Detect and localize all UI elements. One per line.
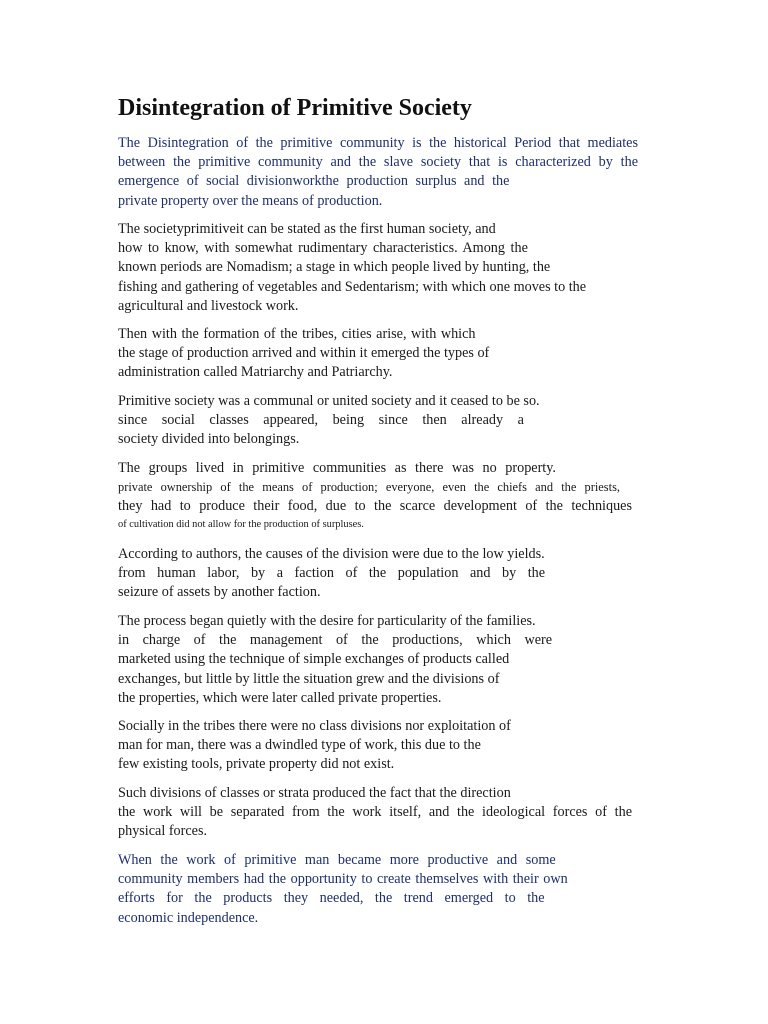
paragraph-8 [118, 717, 511, 775]
paragraph-line: from human labor, by a faction of the population and by the [118, 565, 546, 582]
paragraph-3 [118, 325, 489, 383]
paragraph-line: the stage of production arrived and within it emerged the types of [118, 345, 490, 362]
paragraph-line: exchanges, but little by little the situation grew and the divisions of [118, 670, 500, 687]
paragraph-line: marketed using the technique of simple exchanges of products called [118, 651, 510, 668]
paragraph-line: emergence of social divisionworkthe production surplus and the [118, 173, 510, 190]
paragraph-line: efforts for the products they needed, the trend emerged to the [118, 890, 545, 907]
paragraph-line: the work will be separated from the work itself, and the ideological forces of the [118, 804, 632, 821]
paragraph-line: private ownership of the means of production; everyone, even the chiefs and the priests, [118, 480, 620, 495]
paragraph-line: Primitive society was a communal or united society and it ceased to be so. [118, 393, 540, 409]
paragraph-line: man for man, there was a dwindled type of work, this due to the [118, 737, 481, 754]
paragraph-line: community members had the opportunity to create themselves with their own [118, 871, 568, 888]
paragraph-line: administration called Matriarchy and Patriarchy. [118, 364, 393, 381]
paragraph-4 [118, 392, 540, 450]
paragraph-line: society divided into belongings. [118, 431, 300, 448]
paragraph-line: of cultivation did not allow for the production of surpluses. [118, 518, 364, 530]
paragraph-line: The groups lived in primitive communities as there was no property. [118, 460, 556, 476]
paragraph-line: since social classes appeared, being since then already a [118, 412, 524, 429]
paragraph-2 [118, 220, 586, 316]
paragraph-line: they had to produce their food, due to the scarce development of the techniques [118, 498, 632, 515]
paragraph-line: When the work of primitive man became more productive and some [118, 852, 556, 868]
paragraph-line: Socially in the tribes there were no class divisions nor exploitation of [118, 718, 511, 734]
paragraph-line: The Disintegration of the primitive community is the historical Period that mediates [118, 135, 638, 151]
paragraph-6 [118, 545, 545, 603]
paragraph-line: Then with the formation of the tribes, cities arise, with which [118, 326, 476, 342]
paragraph-line: The process began quietly with the desire for particularity of the families. [118, 613, 536, 629]
paragraph-line: agricultural and livestock work. [118, 297, 299, 314]
paragraph-1 [118, 134, 638, 211]
paragraph-7 [118, 612, 552, 708]
paragraph-5 [118, 459, 632, 533]
paragraph-line: the properties, which were later called private properties. [118, 689, 442, 706]
paragraph-line: Such divisions of classes or strata produced the fact that the direction [118, 785, 511, 801]
paragraph-line: economic independence. [118, 909, 259, 926]
paragraph-line: seizure of assets by another faction. [118, 584, 321, 601]
paragraph-line: few existing tools, private property did not exist. [118, 756, 395, 773]
paragraph-line: known periods are Nomadism; a stage in which people lived by hunting, the [118, 259, 551, 276]
paragraph-10 [118, 851, 568, 928]
paragraph-line: According to authors, the causes of the division were due to the low yields. [118, 546, 545, 562]
paragraph-line: private property over the means of production. [118, 192, 383, 209]
paragraph-line: physical forces. [118, 823, 208, 840]
paragraph-line: fishing and gathering of vegetables and Sedentarism; with which one moves to the [118, 278, 587, 295]
paragraph-line: between the primitive community and the slave society that is characterized by the [118, 154, 638, 171]
paragraph-9 [118, 784, 632, 842]
paragraph-line: The societyprimitiveit can be stated as the first human society, and [118, 221, 496, 237]
paragraph-line: how to know, with somewhat rudimentary characteristics. Among the [118, 240, 528, 257]
document-title: Disintegration of Primitive Society [118, 95, 472, 121]
paragraph-line: in charge of the management of the productions, which were [118, 632, 553, 649]
